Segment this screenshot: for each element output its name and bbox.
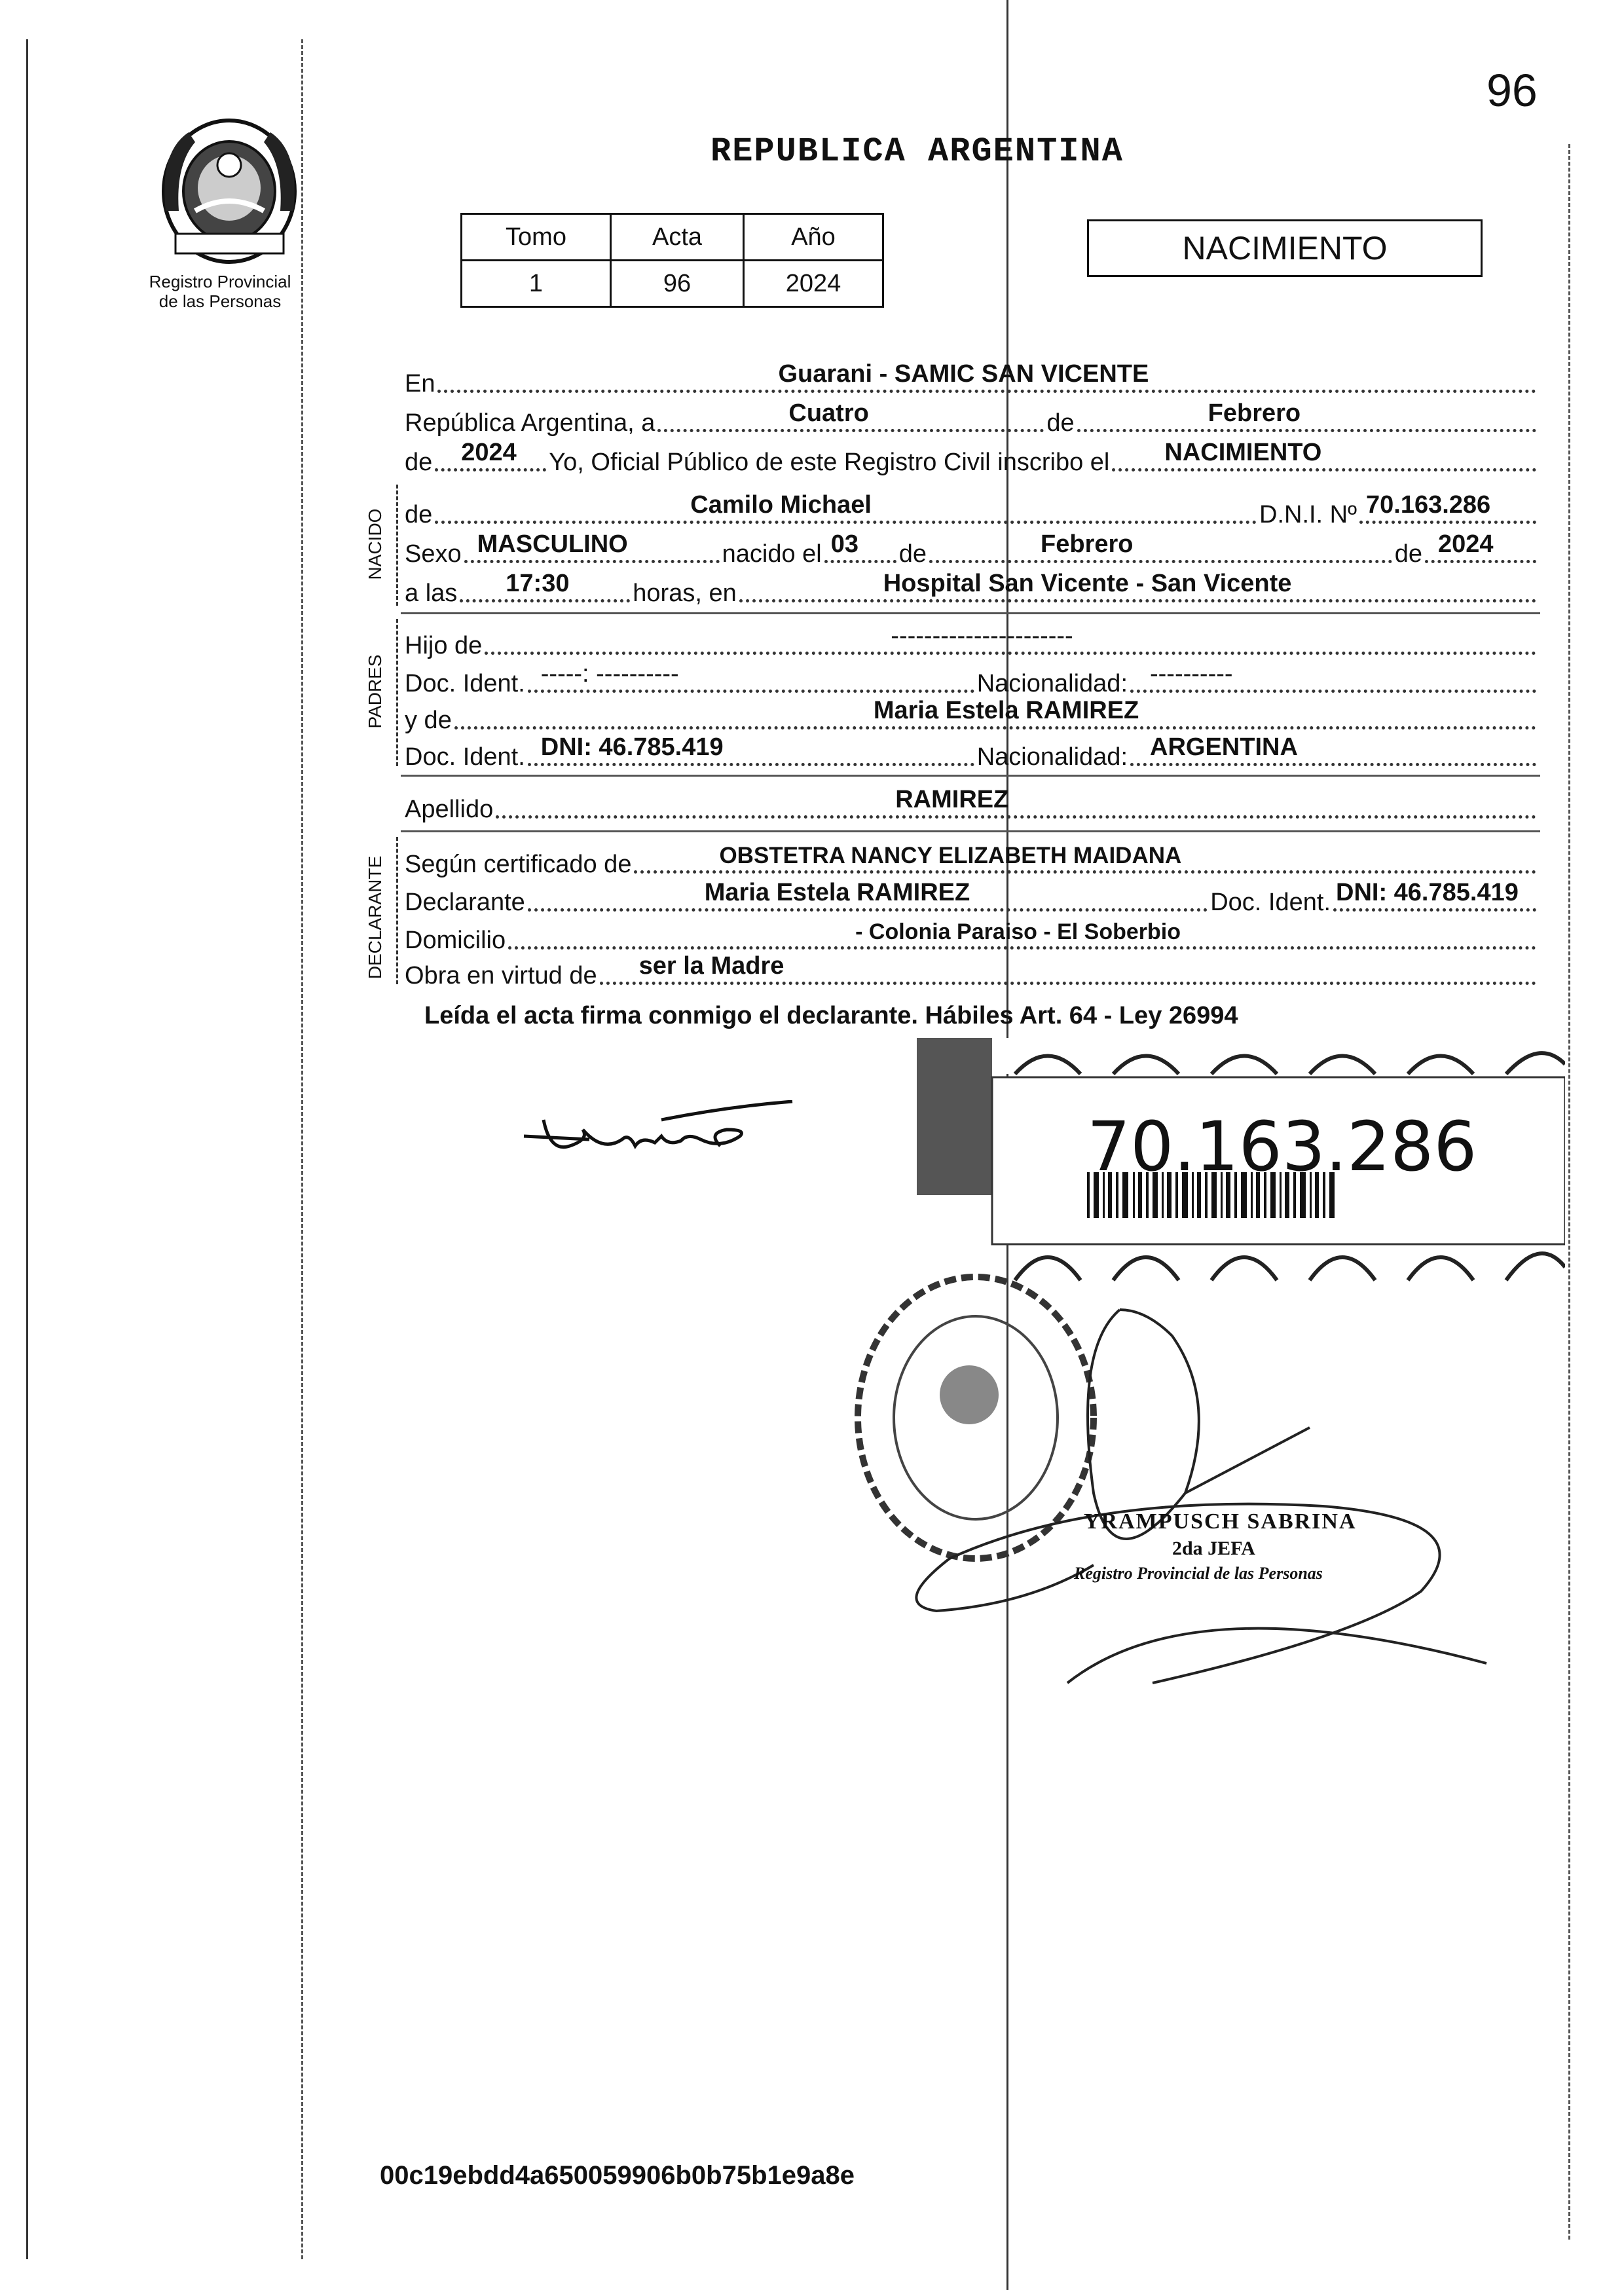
padres-label: PADRES	[365, 654, 385, 729]
day-field	[657, 399, 1044, 432]
official-signature	[897, 1297, 1526, 1690]
apellido-label: Apellido	[405, 796, 494, 823]
registry-line2: de las Personas	[158, 291, 282, 311]
inscribe-value: NACIMIENTO	[1164, 439, 1322, 466]
sexo-field	[464, 530, 720, 563]
mother-nat-value: ARGENTINA	[1150, 733, 1298, 761]
place-value: Hospital San Vicente - San Vicente	[883, 570, 1292, 597]
month-field	[1077, 399, 1536, 432]
father-nat-value: ----------	[1150, 660, 1233, 688]
padres-bracket	[396, 619, 398, 766]
birth-month-field	[929, 530, 1392, 563]
name-value: Camilo Michael	[690, 491, 872, 519]
yde-label: y de	[405, 707, 452, 734]
acta-value: 96	[611, 261, 744, 307]
acta-table	[460, 213, 884, 308]
de-label: de	[1046, 409, 1075, 437]
row-domicilio	[405, 915, 1539, 955]
birth-month-value: Febrero	[1041, 530, 1134, 558]
anio-header: Año	[744, 214, 883, 261]
nacido-de-label: de	[405, 501, 433, 528]
segun-label: Según certificado de	[405, 851, 632, 878]
provincial-seal	[156, 113, 303, 268]
act-type-box: NACIMIENTO	[1087, 219, 1483, 277]
nacido-el-label: nacido el	[722, 540, 822, 568]
anio-value: 2024	[744, 261, 883, 307]
father-nat-field	[1130, 660, 1536, 693]
birth-de-label: de	[898, 540, 927, 568]
obra-field	[600, 952, 1536, 985]
republica-label: República Argentina, a	[405, 409, 655, 437]
apellido-field	[496, 786, 1536, 819]
apellido-value: RAMIREZ	[895, 786, 1009, 813]
separator-padres	[401, 775, 1540, 777]
sexo-value: MASCULINO	[477, 530, 628, 558]
de2-label: de	[405, 449, 433, 476]
declarante-doc-field	[1333, 879, 1536, 912]
birth-year-value: 2024	[1438, 530, 1494, 558]
separator-apellido	[401, 830, 1540, 832]
nacido-bracket	[396, 485, 398, 606]
row-hora	[405, 568, 1539, 608]
official-name: YRAMPUSCH SABRINA	[1084, 1509, 1357, 1534]
acta-header: Acta	[611, 214, 744, 261]
document-title: REPUBLICA ARGENTINA	[710, 132, 1124, 171]
declarante-name-label: Declarante	[405, 889, 525, 916]
year-field	[435, 439, 546, 471]
father-value: ----------------------	[891, 622, 1073, 650]
en-field	[437, 360, 1536, 393]
tomo-value: 1	[462, 261, 611, 307]
segun-value: OBSTETRA NANCY ELIZABETH MAIDANA	[719, 843, 1182, 868]
en-value: Guarani - SAMIC SAN VICENTE	[778, 360, 1149, 388]
mother-doc-label: Doc. Ident.	[405, 743, 525, 771]
birth-day-value: 03	[830, 530, 859, 558]
page-number: 96	[1486, 65, 1538, 116]
row-apellido	[405, 785, 1539, 824]
row-segun	[405, 840, 1539, 879]
day-value: Cuatro	[788, 399, 869, 427]
dni-label: D.N.I. Nº	[1259, 501, 1357, 528]
father-nat-label: Nacionalidad:	[976, 670, 1128, 697]
horas-label: horas, en	[633, 580, 737, 607]
row-nombre	[405, 490, 1539, 529]
birth-year-field	[1425, 530, 1536, 563]
row-mother-doc	[405, 732, 1539, 771]
time-field	[460, 570, 630, 602]
sexo-label: Sexo	[405, 540, 462, 568]
mother-nat-label: Nacionalidad:	[976, 743, 1128, 771]
margin-line-left	[26, 39, 28, 2259]
row-father-doc	[405, 659, 1539, 698]
dni-value: 70.163.286	[1366, 491, 1491, 519]
name-field	[435, 491, 1257, 524]
declarante-doc-label: Doc. Ident.	[1210, 889, 1331, 916]
row-hijo	[405, 621, 1539, 660]
declarante-label: DECLARANTE	[365, 855, 385, 980]
father-doc-value: -----: ----------	[540, 660, 679, 688]
registry-name	[134, 272, 306, 311]
tomo-header: Tomo	[462, 214, 611, 261]
declarante-doc-value: DNI: 46.785.419	[1336, 879, 1519, 906]
domicilio-label: Domicilio	[405, 927, 506, 954]
margin-line-right	[1568, 144, 1570, 2240]
inscribe-field	[1112, 439, 1536, 471]
mother-field	[454, 697, 1536, 729]
obra-label: Obra en virtud de	[405, 962, 597, 989]
separator-nacido	[401, 612, 1540, 614]
stamp-dni-number: 70.163.286	[1087, 1107, 1477, 1187]
nacido-label: NACIDO	[365, 508, 385, 580]
domicilio-field	[508, 919, 1536, 950]
obra-value: ser la Madre	[638, 952, 784, 980]
official-role: 2da JEFA	[1172, 1538, 1255, 1559]
en-label: En	[405, 370, 435, 397]
row-obra	[405, 951, 1539, 990]
father-doc-label: Doc. Ident.	[405, 670, 525, 697]
dni-field	[1359, 491, 1536, 524]
segun-field	[634, 843, 1536, 874]
declarante-field	[528, 879, 1208, 912]
row-inscribe	[405, 437, 1539, 477]
father-field	[485, 622, 1536, 655]
mother-value: Maria Estela RAMIREZ	[873, 697, 1139, 724]
father-doc-field	[528, 660, 974, 693]
row-declarante	[405, 877, 1539, 917]
registry-line1: Registro Provincial	[149, 272, 291, 291]
margin-line-inner	[301, 39, 303, 2259]
declarante-value: Maria Estela RAMIREZ	[704, 879, 970, 906]
alas-label: a las	[405, 580, 458, 607]
month-value: Febrero	[1208, 399, 1301, 427]
time-value: 17:30	[506, 570, 570, 597]
year-value: 2024	[461, 439, 517, 466]
yo-label: Yo, Oficial Público de este Registro Civil inscribo el	[549, 449, 1110, 476]
row-mother	[405, 695, 1539, 735]
birth-day-field	[824, 530, 896, 563]
closing-statement: Leída el acta firma conmigo el declarante. Hábiles Art. 64 - Ley 26994	[424, 1002, 1238, 1029]
domicilio-value: - Colonia Paraiso - El Soberbio	[855, 919, 1181, 944]
row-sexo	[405, 529, 1539, 568]
birth-de2-label: de	[1394, 540, 1422, 568]
footer-hash: 00c19ebdd4a650059906b0b75b1e9a8e	[380, 2161, 855, 2190]
mother-doc-value: DNI: 46.785.419	[540, 733, 724, 761]
declarante-bracket	[396, 837, 398, 984]
row-en	[405, 359, 1539, 398]
hijo-label: Hijo de	[405, 632, 483, 659]
row-fecha	[405, 398, 1539, 437]
official-registry: Registro Provincial de las Personas	[1074, 1564, 1323, 1583]
mother-nat-field	[1130, 733, 1536, 766]
place-field	[739, 570, 1536, 602]
mother-doc-field	[528, 733, 974, 766]
declarant-signature	[511, 1100, 799, 1172]
